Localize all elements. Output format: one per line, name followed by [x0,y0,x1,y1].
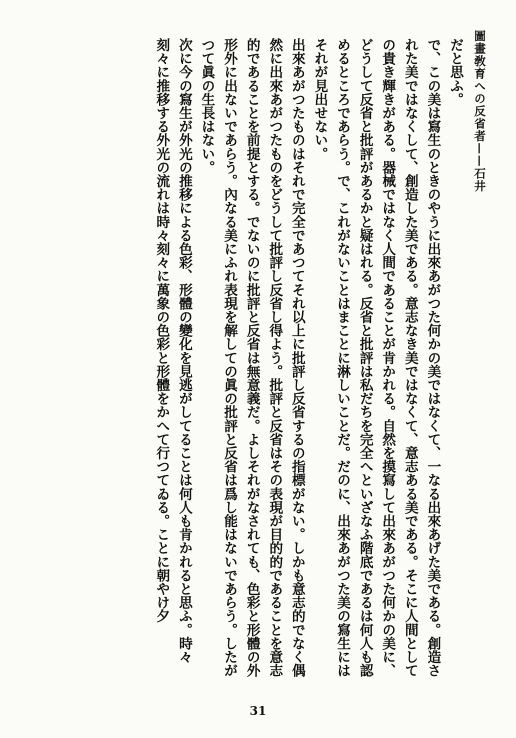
running-head: 圖畫敎育への反省者——石井 [473,30,487,193]
paragraph-4: 次に今の寫生が外光の推移による色彩、形體の變化を見逃がしてることは何人も肯かれると思ふ。時々刻々に推移する外光の流れは時々刻々に萬象の色彩と形體をかへて行つてゐる。ことに朝やけ夕 [153,38,192,664]
paragraph-1: だと思ふ。 [447,38,463,106]
page-number: 31 [249,704,267,718]
paragraph-2: で、この美は寫生のときのやうに出來あがつた何かの美ではなくて、一なる出來あげた美である。創造された美ではなくして、創造した美である。意志なき美ではなくて、意志ある美である。そこに人間としての貴き輝きがある。器械ではなく人間であることが肯かれる。自然を摸寫して出來あがつた何かの美に、どうして反省と批評があるかと疑はれる。反省と批評は私だちを完全へといざなふ階底であるは何人も認めるところであらう。で、これがないことはまことに淋しいことだ。だのに、出來あがつた美の寫生にはそれが見出せない。 [311,38,441,678]
paragraph-3: 出來あがつたものはそれで完全であつてそれ以上に批評し反省するの指標がない。しかも意志的でなく偶然に出來あがつたものをどうして批評し反省し得よう。批評と反省はその表現が目的的であることを意志的であることを前提とする。でないのに批評と反省は無意義だ。よしそれがなされても、色彩と形體の外形外に出ないであらう。內なる美にふれ表現を解しての眞の批評と反省は爲し能はないであらう。したがつて眞の生長はない。 [198,38,305,678]
body-text [16,38,466,678]
